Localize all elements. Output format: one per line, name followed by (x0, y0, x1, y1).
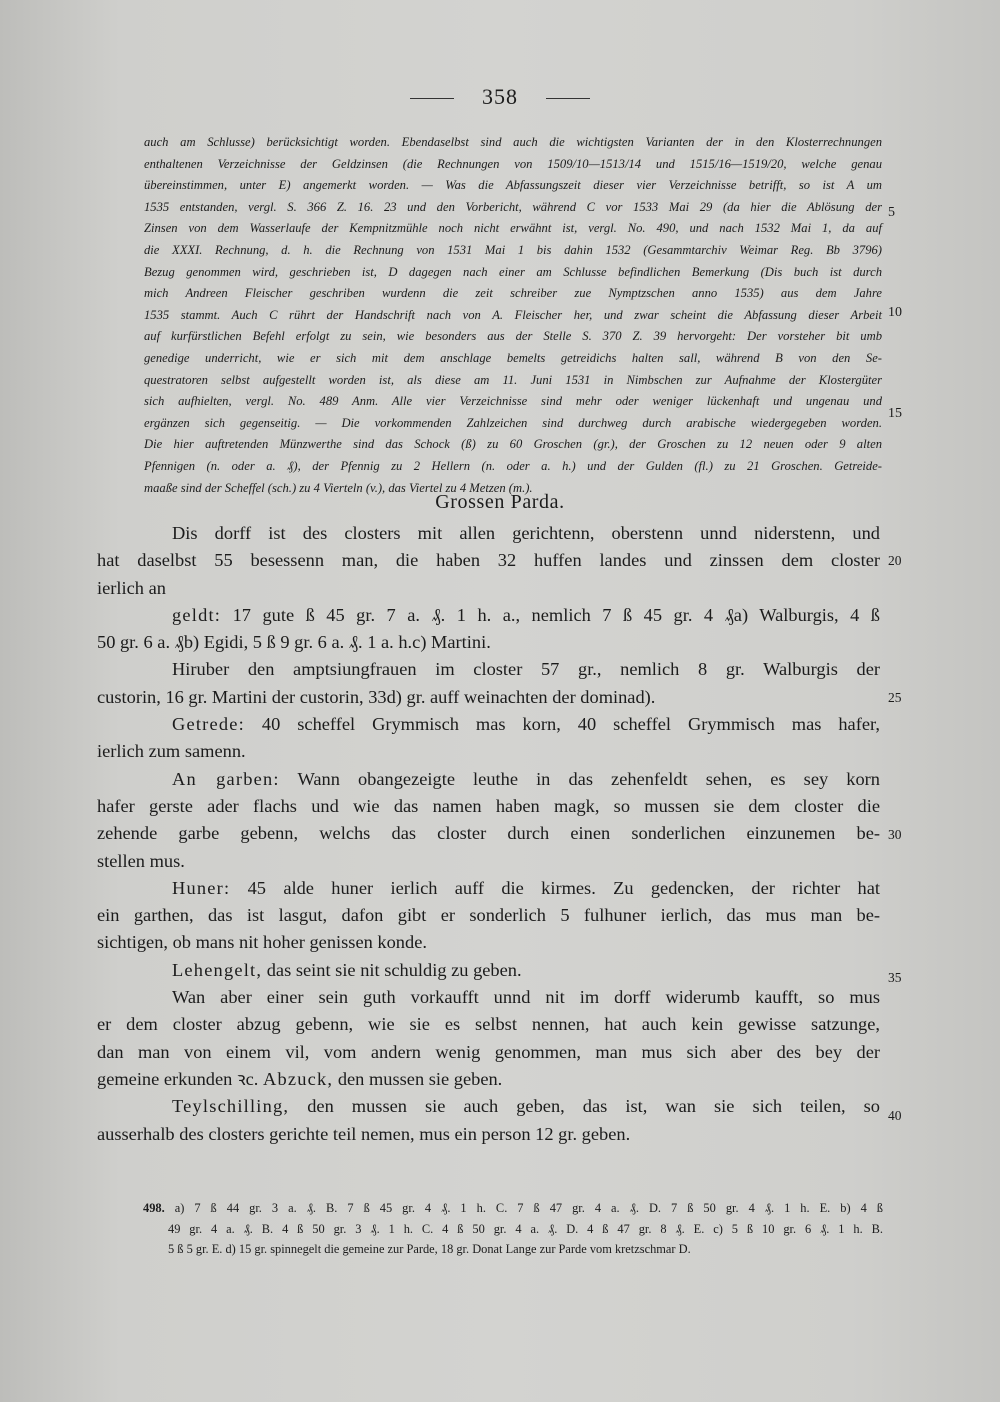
intro-line: Zinsen von dem Wasserlaufe der Kempnitzmühle noch nicht erwähnt ist, vergl. No. 490, und nach 1532 Mai 1, da auf (144, 221, 882, 236)
text-line: zehende garbe gebenn, welchs das closter durch einen sonderlichen einzunemen be- (97, 823, 880, 844)
intro-line: questratoren selbst aufgestellt worden ist, als diese am 11. Juni 1531 in Nimbschen zur Aufnahme der Klostergüter (144, 372, 882, 387)
text-line (97, 602, 880, 629)
text-span: 40 scheffel Grymmisch mas korn, 40 scheffel Grymmisch mas hafer, (244, 714, 880, 735)
intro-line: übereinstimmen, unter E) angemerkt worden. — Was die Abfassungszeit dieser vier Verzeichnisse betrifft, so ist A um (144, 178, 882, 193)
text-span: Wann obangezeigte leuthe in das zehenfeldt sehen, es sey korn (279, 768, 880, 789)
intro-line: maaße sind der Scheffel (sch.) zu 4 Vierteln (v.), das Viertel zu 4 Metzen (m.). (144, 480, 533, 495)
text-line (97, 875, 880, 902)
rubric-label: Lehengelt, (172, 959, 263, 980)
left-rule (410, 98, 454, 99)
line-number: 35 (888, 970, 902, 985)
main-text (97, 520, 880, 1148)
line-number: 15 (888, 406, 902, 421)
text-line (97, 1066, 880, 1093)
section-title: Grossen Parda. (435, 491, 565, 513)
text-line: ierlich an (97, 577, 166, 598)
footnote-line: 49 gr. 4 a. ₰. B. 4 ß 50 gr. 3 ₰. 1 h. C. 4 ß 50 gr. 4 a. ₰. D. 4 ß 47 gr. 8 ₰. E. c) 5 ß 10 gr. 6 ₰. 1 h. B. (168, 1221, 883, 1236)
intro-line: Bezug genommen wird, geschrieben ist, D dagegen nach einer am Schlusse befindlichen Bemerkung (Dis buch ist durch (144, 264, 882, 279)
page-number-header (0, 84, 1000, 110)
rubric-label: Teylschilling, (172, 1096, 290, 1117)
intro-line: auch am Schlusse) berücksichtigt worden. Ebendaselbst sind auch die wichtigsten Varianten der in den Klosterrechnungen (144, 135, 882, 149)
text-line: hafer gerste ader flachs und wie das namen haben magk, so mussen sie dem closter die (97, 795, 880, 816)
text-line: Dis dorff ist des closters mit allen gerichtenn, oberstenn unnd niderstenn, und (172, 523, 880, 543)
text-line: hat daselbst 55 besessenn man, die haben 32 huffen landes und zinssen dem closter (97, 550, 880, 571)
intro-line: enthaltenen Verzeichnisse der Geldzinsen (die Rechnungen von 1509/10—1513/14 und 1515/16—1519/20, welche genau (144, 156, 882, 171)
rubric-label: An garben: (172, 768, 280, 789)
intro-line: die XXXI. Rechnung, d. h. die Rechnung von 1531 Mai 1 bis dahin 1532 (Gesammtarchiv Weimar Reg. Bb 3796) (144, 242, 882, 257)
text-span: den mussen sie auch geben, das ist, wan sie sich teilen, so (289, 1096, 880, 1117)
text-span: 45 alde huner ierlich auff die kirmes. Zu gedencken, der richter hat (230, 877, 880, 898)
intro-line: mich Andreen Fleischer geschriben wurdenn die zeit schreiber zue Nymptzschen anno 1535) aus dem Jahre (144, 286, 882, 301)
text-span: den mussen sie geben. (333, 1068, 503, 1089)
footnote-text: a) 7 ß 44 gr. 3 a. ₰. B. 7 ß 45 gr. 4 ₰. 1 h. C. 7 ß 47 gr. 4 a. ₰. D. 7 ß 50 gr. 4 ₰. 1 h. E. b) 4 ß (174, 1201, 883, 1215)
intro-line: 1535 stammt. Auch C rührt der Handschrift nach von A. Fleischer her, und zwar scheint die Abfassung dieser Arbeit (144, 307, 882, 322)
intro-line: auf kurfürstlichen Befehl erfolgt zu sein, wie besonders aus der Stelle S. 370 Z. 39 hervorgeht: Der vorsteher bit umb (144, 329, 882, 344)
text-line (97, 711, 880, 738)
text-line: 50 gr. 6 a. ₰b) Egidi, 5 ß 9 gr. 6 a. ₰. 1 a. h.c) Martini. (97, 632, 491, 653)
rubric-label: Abzuck, (263, 1068, 334, 1089)
text-line: Hiruber den amptsiungfrauen im closter 57 gr., nemlich 8 gr. Walburgis der (172, 659, 880, 680)
line-number: 10 (888, 305, 902, 320)
rubric-label: Huner: (172, 877, 231, 898)
text-line: Wan aber einer sein guth vorkaufft unnd nit im dorff widerumb kaufft, so mus (172, 987, 880, 1008)
text-line: dan man von einem vil, vom andern wenig genommen, man mus sich aber des bey der (97, 1041, 880, 1062)
rubric-label: Getrede: (172, 714, 245, 735)
text-span: das seint sie nit schuldig zu geben. (262, 959, 522, 980)
page-number: 358 (482, 84, 518, 109)
intro-line: Die hier auftretenden Münzwerthe sind das Schock (ß) zu 60 Groschen (gr.), der Groschen zu 12 neuen oder 9 alten (144, 437, 882, 452)
line-number: 25 (888, 690, 902, 705)
line-number: 30 (888, 827, 902, 842)
text-line (97, 766, 880, 793)
intro-line: 1535 entstanden, vergl. S. 366 Z. 16. 23 und den Vorbericht, während C vor 1533 Mai 29 (da hier die Ablösung der (144, 199, 882, 214)
rubric-label: geldt: (172, 604, 222, 625)
intro-line: sich aufhielten, vergl. No. 489 Anm. Alle vier Verzeichnisse sind mehr oder weniger lückenhaft und ungenau und (144, 394, 882, 409)
text-line: ierlich zum samenn. (97, 741, 246, 762)
text-line: ein garthen, das ist lasgut, dafon gibt er sonderlich 5 fulhuner ierlich, das mus man be- (97, 905, 880, 926)
intro-line: Pfennigen (n. oder a. ₰), der Pfennig zu 2 Hellern (n. oder a. h.) und der Gulden (fl.) zu 21 Groschen. Getreide- (144, 458, 882, 473)
text-span: gemeine erkunden ꝛc. (97, 1068, 259, 1089)
text-line: er dem closter abzug gebenn, wie sie es selbst nennen, hat auch kein gewisse satzunge, (97, 1014, 880, 1035)
footnotes (143, 1198, 883, 1260)
line-number: 20 (888, 553, 902, 568)
intro-line: ergänzen sich gegenseitig. — Die vorkommenden Zahlzeichen sind durchweg durch arabische wiedergegeben worden. (144, 415, 882, 430)
line-number: 40 (888, 1108, 902, 1123)
line-number: 5 (888, 205, 895, 220)
text-line: custorin, 16 gr. Martini der custorin, 33d) gr. auff weinachten der dominad). (97, 686, 656, 707)
footnote-line (143, 1198, 883, 1219)
footnote-number: 498. (143, 1201, 165, 1215)
intro-paragraph (144, 132, 882, 499)
text-line: ausserhalb des closters gerichte teil nemen, mus ein person 12 gr. geben. (97, 1123, 631, 1144)
text-line (97, 1093, 880, 1120)
intro-line: genedige underricht, wie er sich mit dem anschlage bemelts getreidichs halten sall, während B von den Se- (144, 350, 882, 365)
text-line: sichtigen, ob mans nit hoher genissen konde. (97, 932, 427, 953)
text-span: 17 gute ß 45 gr. 7 a. ₰. 1 h. a., nemlich 7 ß 45 gr. 4 ₰a) Walburgis, 4 ß (221, 604, 880, 625)
text-line: stellen mus. (97, 850, 185, 871)
text-line (97, 957, 880, 984)
right-rule (546, 98, 590, 99)
footnote-line: 5 ß 5 gr. E. d) 15 gr. spinnegelt die gemeine zur Parde, 18 gr. Donat Lange zur Parde vom kretzschmar D. (168, 1242, 691, 1256)
